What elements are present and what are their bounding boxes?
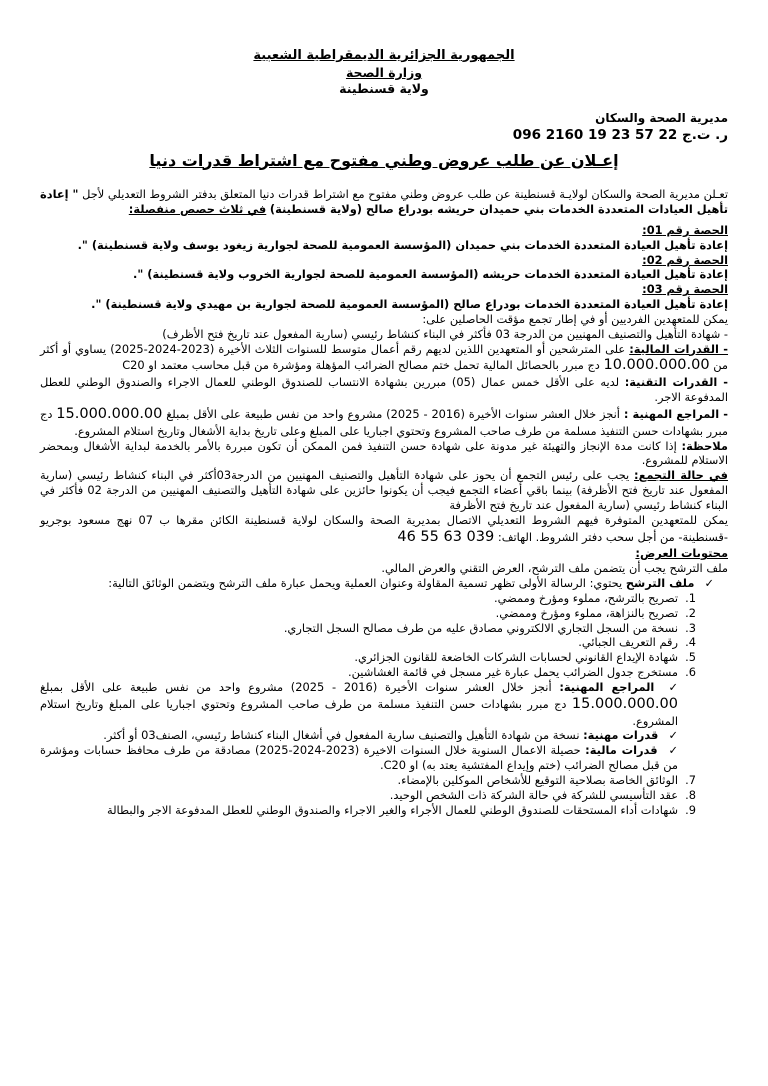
- list-item: [40, 591, 696, 606]
- withdraw-text: يمكن للمتعهدين المتوفرة فيهم الشروط التعديلي الاتصال بمديرية الصحة والسكان لولاية قسنطينة الكائن مقرها ب 07 نهج مسعود بوجريو -قسنطينة- من أجل سحب دفتر الشروط. الهاتف:: [40, 512, 729, 544]
- sub-label: المراجع المهنية:: [559, 679, 655, 694]
- sub-criterion: [40, 680, 678, 729]
- eligibility-intro: يمكن للمتعهدين الفرديين أو في إطار تجمع مؤقت الحاصلين على:: [422, 311, 728, 326]
- group-case: [40, 468, 728, 512]
- item-text: عقد التأسيسي للشركة في حالة الشركة ذات الشخص الوحيد.: [389, 787, 678, 802]
- candidacy-file: [40, 576, 728, 591]
- sub-criteria: [40, 680, 728, 773]
- references-amount: 15.000.000.00: [56, 405, 163, 422]
- list-item: [40, 665, 696, 680]
- lot-description: إعادة تأهيل العيادة المتعددة الخدمات بني حميدان (المؤسسة العمومية للصحة لجوارية زيغود يوسف ولاية قسنطينة) ".: [77, 237, 728, 252]
- note: [40, 439, 728, 469]
- sub-text: نسخة من شهادة التأهيل والتصنيف سارية المفعول في أشغال البناء كنشاط رئيسي، الصنف03 أو أكثر.: [103, 728, 580, 743]
- note-text: إذا كانت مدة الإنجاز والتهيئة غير مدونة على شهادة حسن التنفيذ فمن الممكن أن تكون مبررة بالأمر بالخدمة لبداية الأشغال وبمحضر الاستلام للمشروع.: [40, 438, 728, 468]
- professional-references: [40, 405, 728, 439]
- list-item: [40, 788, 696, 803]
- project-name: " إعادة تأهيل العيادات المتعددة الخدمات بني حميدان حريشه بودراع صالح (ولاية قسنطينة): [40, 187, 728, 217]
- checkmark-icon: ✓: [668, 679, 679, 694]
- item-text: الوثائق الخاصة بصلاحية التوقيع للأشخاص الموكلين بالإمضاء.: [397, 772, 678, 787]
- sub-text: حصيلة الاعمال السنوية خلال السنوات الاخيرة (2023-2024-2025) مصادقة من طرف محافظ حسابات ومؤشرة من قبل مصالح الضرائب (ختم وإيداع المفتشية يعتد به) او C20.: [40, 743, 678, 773]
- directorate-name: مديرية الصحة والسكان: [595, 111, 728, 126]
- sub-label: قدرات مالية:: [585, 743, 658, 758]
- lot-heading: الحصة رقم 01:: [642, 222, 728, 237]
- item-number: 3.: [685, 620, 696, 635]
- letterhead: [40, 48, 728, 97]
- candidacy-file-text: يحتوي: الرسالة الأولى تظهر تسمية المقاولة وعنوان العملية ويحمل عبارة ملف الترشح ويتضمن الوثائق التالية:: [108, 576, 623, 591]
- sub-label: قدرات مهنية:: [583, 728, 659, 743]
- item-number: 7.: [685, 772, 696, 787]
- lots-intro: في ثلاث حصص منفصلة:: [128, 202, 267, 217]
- reference-number: ر. ت.ج 22 57 23 19 2160 096: [512, 126, 728, 143]
- item-number: 4.: [685, 635, 696, 650]
- sub-criterion: [40, 743, 678, 773]
- item-number: 2.: [685, 605, 696, 620]
- item-text: مستخرج جدول الضرائب يحمل عبارة غير مسجل في قائمة الغشاشين.: [348, 665, 678, 680]
- item-number: 8.: [685, 787, 696, 802]
- lot-description: إعادة تأهيل العيادة المتعددة الخدمات حريشه (المؤسسة العمومية للصحة لجوارية الخروب ولاية قسنطينة) ".: [133, 267, 728, 282]
- sub-rest: دج مبرر بشهادات حسن التنفيذ مسلمة من طرف صاحب المشروع وتحتوي اجباريا على المبلغ وتاريخ استلام المشروع.: [40, 696, 678, 728]
- republic-name: الجمهورية الجزائرية الديمقراطية الشعبية: [253, 48, 515, 63]
- item-text: نسخة من السجل التجاري الالكتروني مصادق عليه من طرف مصالح السجل التجاري.: [283, 620, 678, 635]
- lot-1: [40, 223, 728, 253]
- item-number: 1.: [685, 590, 696, 605]
- offer-contents-heading: محتويات العرض:: [635, 546, 728, 561]
- lot-2: [40, 253, 728, 283]
- technical-capacity: [40, 375, 728, 405]
- financial-rest: دج مبرر بالحصائل المالية تحمل ختم مصالح الضرائب المؤهلة ومؤشرة من قبل محاسب معتمد او C20: [122, 358, 600, 373]
- financial-amount: 10.000.000.00: [603, 357, 710, 374]
- references-rest: دج مبرر بشهادات حسن التنفيذ مسلمة من طرف صاحب المشروع وتحتوي اجباريا على المبلغ وعلى تاريخ بداية الأشغال وتاريخ استلام المشروع.: [40, 406, 728, 438]
- wilaya-name: ولاية قسنطينة: [339, 81, 429, 97]
- item-text: تصريح بالترشح، مملوء ومؤرخ وممضي.: [494, 590, 678, 605]
- checkmark-icon: ✓: [668, 728, 678, 743]
- note-label: ملاحظة:: [681, 438, 728, 453]
- phone-number: 039 63 55 46: [397, 528, 495, 545]
- lot-3: [40, 282, 728, 312]
- document-page: [40, 48, 728, 817]
- lot-description: إعادة تأهيل العيادة المتعددة الخدمات بودراع صالح (المؤسسة العمومية للصحة لجوارية بن مهيدي ولاية قسنطينة) ".: [91, 297, 728, 312]
- sub-text: أنجز خلال العشر سنوات الأخيرة (2016 - 2025) مشروع واحد من نفس طبيعة على الأقل بمبلغ: [40, 679, 552, 694]
- group-label: في حالة التجمع:: [634, 468, 729, 483]
- list-item: [40, 621, 696, 636]
- withdraw-specifications: [40, 513, 728, 547]
- technical-text: لديه على الأقل خمس عمال (05) مبررين بشهادة الانتساب للصندوق الوطني للعمال الاجراء والصندوق الوطني للعطل المدفوعة الاجر.: [40, 375, 728, 405]
- references-text: أنجز خلال العشر سنوات الأخيرة (2016 - 2025) مشروع واحد من نفس طبيعة على الأقل بمبلغ: [166, 406, 620, 421]
- item-number: 5.: [685, 650, 696, 665]
- lot-heading: الحصة رقم 02:: [642, 252, 728, 267]
- sub-criterion: [40, 728, 678, 743]
- checkmark-icon: ✓: [704, 576, 714, 591]
- item-text: تصريح بالنزاهة، مملوء ومؤرخ وممضي.: [495, 605, 678, 620]
- item-text: شهادة الإيداع القانوني لحسابات الشركات الخاضعة للقانون الجزائري.: [354, 650, 678, 665]
- item-number: 6.: [685, 665, 696, 680]
- lot-heading: الحصة رقم 03:: [642, 282, 728, 297]
- candidacy-file-label: ملف الترشح: [625, 576, 695, 591]
- financial-label: - القدرات المالية:: [629, 341, 729, 356]
- financial-capacity: [40, 342, 728, 376]
- list-item: [40, 606, 696, 621]
- list-item: [40, 773, 696, 788]
- list-item: [40, 635, 696, 650]
- intro-text: تعـلن مديرية الصحة والسكان لولايـة قسنطينة عن طلب عروض وطني مفتوح مع اشتراط قدرات دنيا المتعلق بدفتر الشروط التعديلي لأجل: [82, 187, 729, 202]
- list-item: [40, 803, 696, 818]
- intro-paragraph: [40, 187, 728, 217]
- documents-list: [40, 591, 728, 680]
- item-number: 9.: [685, 802, 696, 817]
- documents-list-continued: [40, 773, 728, 817]
- group-text: يجب على رئيس التجمع أن يحوز على شهادة التأهيل والتصنيف المهنيين من الدرجة03أكثر في البناء كنشاط رئيسي (سارية المفعول عند تاريخ فتح الأظرفة) بينما باقي أعضاء التجمع فيجب أن يكونوا حائزين على شهادة التأهيل والتصنيف المهنيين من الدرجة 02 فأكثر في البناء كنشاط رئيسي (سارية المفعول عند تاريخ فتح الأظرفة: [40, 468, 728, 512]
- financial-text: على المترشحين أو المتعهدين اللذين لديهم رقم أعمال متوسط للسنوات الثلاث الأخيرة (2023-2024-2025) يساوي أو أكثر من: [40, 341, 728, 373]
- offer-contents-intro: ملف الترشح يجب أن يتضمن ملف الترشح، العرض التقني والعرض المالي.: [381, 561, 728, 576]
- references-label: - المراجع المهنية :: [623, 406, 729, 421]
- announcement-title: إعـلان عن طلب عروض وطني مفتوح مع اشتراط قدرات دنيا: [149, 150, 619, 170]
- qualification-certificate: - شهادة التأهيل والتصنيف المهنيين من الدرجة 03 فأكثر في البناء كنشاط رئيسي (سارية المفعول عند تاريخ فتح الأظرف): [162, 326, 728, 341]
- item-text: رقم التعريف الجبائي.: [578, 635, 678, 650]
- technical-label: - القدرات التقنية:: [624, 375, 728, 390]
- list-item: [40, 650, 696, 665]
- checkmark-icon: ✓: [668, 743, 679, 758]
- ministry-name: وزارة الصحة: [345, 64, 423, 80]
- item-text: شهادات أداء المستحقات للصندوق الوطني للعمال الأجراء والغير الاجراء والصندوق الوطني للعطل المدفوعة الاجر والبطالة: [106, 802, 678, 817]
- sub-amount: 15.000.000.00: [571, 695, 678, 712]
